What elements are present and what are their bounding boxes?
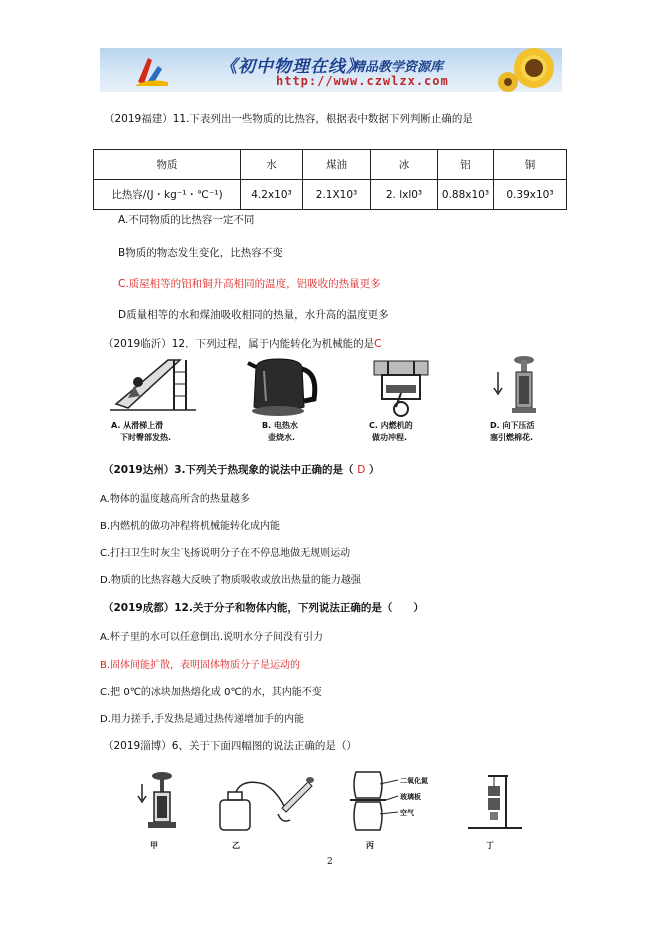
q6-annotation-air: 空气: [400, 809, 414, 817]
engine-figure: [366, 355, 436, 417]
q3-option-a: A.物体的温度越高所含的热量越多: [100, 494, 250, 505]
q12-caption-a-2: 下时臀部发热.: [120, 433, 172, 442]
q11-option-a: A.不同物质的比热容一定不同: [118, 214, 255, 226]
q3-option-d: D.物质的比热容越大反映了物质吸收或放出热量的能力越强: [100, 575, 361, 586]
q11-option-d: D质量相等的水和煤油吸收相同的热量，水升高的温度更多: [118, 309, 389, 321]
fire-syringe-figure: [488, 352, 548, 416]
q3-answer: D: [357, 464, 366, 476]
q12b-stem: （2019成都）12.关于分子和物体内能，下列说法正确的是（ ）: [103, 602, 424, 614]
q6-label-yi: 乙: [232, 841, 240, 850]
ding-figure: [466, 770, 526, 832]
q3-stem-text: （2019达州）3.下列关于热现象的说法中正确的是（: [103, 464, 354, 476]
q12-caption-c-2: 做功冲程.: [372, 433, 408, 442]
q12-caption-a-1: A. 从滑梯上滑: [111, 421, 164, 430]
q12-stem: [103, 336, 381, 351]
table-cell: 比热容/(J・kg⁻¹・℃⁻¹): [94, 180, 241, 210]
q3-option-c: C.打扫卫生时灰尘飞扬说明分子在不停息地做无规则运动: [100, 548, 351, 559]
specific-heat-table: [93, 149, 567, 210]
slide-figure: [108, 352, 198, 412]
q12-caption-d-1: D. 向下压活: [490, 421, 535, 430]
logo-icon: [130, 52, 174, 88]
q12-caption-d-2: 塞引燃棉花.: [490, 433, 534, 442]
table-cell: 2. lxl0³: [371, 180, 438, 210]
sunflower-icon: [500, 48, 562, 92]
q11-stem: （2019福建）11.下表列出一些物质的比热容，根据表中数据下列判断止确的是: [104, 113, 473, 125]
table-row: [94, 180, 567, 210]
q12-caption-b-1: B. 电热水: [262, 421, 298, 430]
table-cell: 煤油: [303, 150, 371, 180]
table-cell: 0.88x10³: [438, 180, 494, 210]
banner-url[interactable]: http://www.czwlzx.com: [276, 74, 449, 88]
banner-subtitle: 精品教学资源库: [352, 60, 444, 75]
q12b-option-a: A.杯子里的水可以任意倒出.说明水分子间没有引力: [100, 632, 324, 643]
q6-annotation-glass: 玻璃板: [400, 793, 421, 801]
table-cell: 物质: [94, 150, 241, 180]
q6-annotation-no2: 二氧化氮: [400, 777, 428, 785]
yi-figure: [212, 770, 322, 832]
table-cell: 铝: [438, 150, 494, 180]
q3-option-b: B.内燃机的做功冲程将机械能转化成内能: [100, 521, 281, 532]
q12b-option-d: D.用力搓手,手发热是通过热传递增加手的内能: [100, 714, 305, 725]
q3-stem: [103, 462, 379, 477]
table-cell: 水: [241, 150, 303, 180]
table-cell: 2.1X10³: [303, 180, 371, 210]
q12b-option-b: B.固体间能扩散，表明固体物质分子是运动的: [100, 660, 301, 671]
q12b-option-c: C.把 0℃的冰块加热熔化成 0℃的水，其内能不变: [100, 687, 322, 698]
page-number: 2: [327, 857, 333, 867]
table-cell: 4.2x10³: [241, 180, 303, 210]
q11-option-c: C.质屋相等的铝和铜升高相同的温度，铝吸收的热量更多: [118, 278, 381, 290]
q6-stem: （2019淄博）6、关于下面四幅图的说法正确的是（）: [103, 740, 357, 752]
jia-figure: [132, 770, 188, 834]
banner-title: 《初中物理在线》: [220, 57, 364, 77]
q12-answer: C: [374, 338, 382, 350]
q12-caption-b-2: 壶烧水.: [268, 433, 296, 442]
q6-label-jia: 甲: [150, 841, 158, 850]
q11-option-b: B物质的物态发生变化，比热容不变: [118, 247, 283, 259]
q6-label-ding: 丁: [486, 841, 494, 850]
q12-stem-text: （2019临沂）12．下列过程，属于内能转化为机械能的是: [103, 338, 375, 350]
table-cell: 0.39x10³: [494, 180, 567, 210]
table-cell: 冰: [371, 150, 438, 180]
header-banner: [100, 48, 562, 92]
q12-caption-c-1: C. 内燃机的: [369, 421, 413, 430]
table-header-row: [94, 150, 567, 180]
q6-label-bing: 丙: [366, 841, 374, 850]
table-cell: 铜: [494, 150, 567, 180]
kettle-figure: [248, 355, 320, 417]
q3-close-paren: ）: [368, 464, 380, 476]
